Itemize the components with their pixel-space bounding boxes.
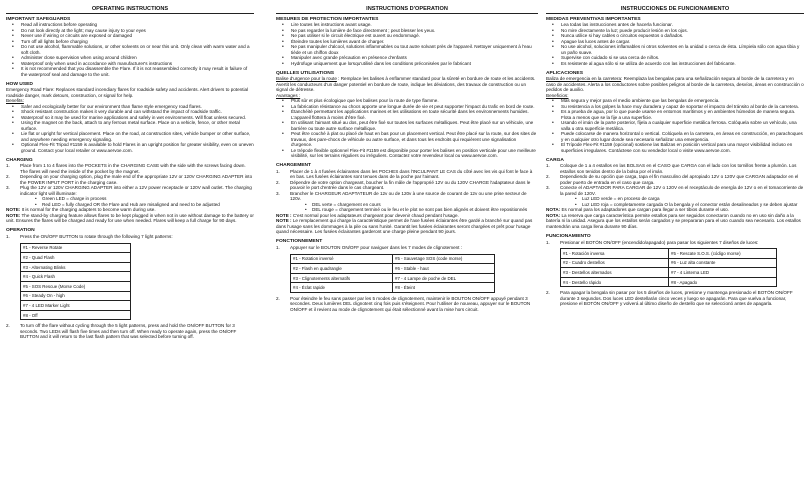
en-operation-heading: OPERATION [6,228,35,234]
table-cell: #5 - SOS Rescue (Morse Code) [21,281,131,291]
list-item: • DEL verte = chargement en cours [290,202,538,208]
list-item: 1. Coloque de 1 a 4 estallos en las BOLSAS en el CASO que CARGA con el lado con los tornillos frente a plumón. Los estallos son tenidos dentro de la bolsa por el imán. [546,163,797,174]
list-item: • Shock resistant construction makes it very durable and can withstand the impact of roadside traffic. [6,109,254,115]
list-item: 2. Dépendre de votre option chargeant, boucher la fin mâle de l'approprié 12V ou du 120V CHARGE l'adaptateur dans le pouvoir le port d'entrée dans le cas chargeant. [276,179,531,191]
list-item: • Apague las luces antes de cargar. [546,39,804,45]
table-cell: #2 - Flash en quadrangle [291,264,393,274]
english-column [6,6,254,486]
table-row [291,283,495,293]
es-charging-note-1: NOTA: Es normal para los adaptadores que cargan para llegar a ser tibios durante el uso. [546,207,730,213]
fr-operation-heading: FONCTIONNEMENT [276,239,323,245]
list-item: 1. Appuyer sur le BOUTON ON/OFF pour naviguer dans les 7 modes de clignotement : [276,245,463,251]
table-cell: #3 - Alternating Blinks [21,262,131,272]
list-item: 1. Place from 1 to 4 flares into the POCKETS in the CHARGING CASE with the side with the screws facing down. The flares will need the inside of the pocket by the magnet. [6,163,246,174]
list-item: • Administer close supervision when using around children [6,55,254,61]
list-item: • Do not look directly at the light; may cause injury to your eyes [6,28,254,34]
table-cell: #6 - Luz alta constante [669,258,777,268]
list-item: 2. Para apagar la bengala sin pasar por los 5 diseños de luces, presione y mantenga presionado el BOTÓN ON/OFF durante 3 segundos. Dos luces LED destellarán cinco veces y luego se apagarán. Para que vuelva a funcionar, presione el BOTÓN ON/OFF y volverá al último diseño de destello que se seleccionó antes de apagarla. [546,290,793,307]
en-safeguards-heading: IMPORTANT SAFEGUARDS [6,16,71,22]
list-item: • Ne pas utiliser si le circuit électrique est ouvert ou endommagé. [276,33,538,39]
english-title: OPERATING INSTRUCTIONS [6,6,254,14]
list-item: • Safer and ecologically better for our environment than flame style emergency road flares. [6,104,254,110]
list-item: • No use alcohol, soluciones inflamables ni otros solventes en la unidad o cerca de ésta. Límpiela sólo con agua tibia y un paño suave. [546,44,804,55]
table-cell: #2 - Cuadro destellos [561,258,669,268]
en-charging-heading: CHARGING [6,157,33,163]
list-item: 1. Placer de 1 à 4 fusées éclairantes dans les POCHES dans l'INCULPANT LE CAS du côté avec les vis qui font le face à en bas. Les fusées éclairantes sont tenues dans de la poche par l'aimant. [276,168,533,180]
en-charging-note-2: NOTE: The stand-by charging feature allows flares to be kept plugged in when not in use without damage to the battery or unit. Ensures the flares will be charged and ready for use when needed. Flares will keep a full charge for 90 days. [6,212,254,224]
fr-benefits-label: Avantages : [276,92,301,98]
list-item: • Supervise con cuidado si se usa cerca de niños. [546,55,804,61]
list-item: • La fabrication résistance au chocs apporte une longue durée de vie et peut supporter l'impact du trafic en bord de route. [276,104,538,110]
list-item: • Le trépode flexible optionnel Flex-Fit #1159 est disponible pour porter les balises en position verticale pour une meilleure visibilité, sur les terrains réguliers ou irréguliers. Contactez votre revendeur local ou www.aervoe.com. [276,148,538,159]
fr-safeguards-heading: MESURES DE PROTECTION IMPORTANTES [276,16,379,22]
list-item: • Ne pas manipuler d'alcool, solutions inflammables ou tout autre solvant près de l'appareil. Nettoyer uniquement à l'eau tiède et un chiffon doux [276,44,538,55]
table-cell: #2 - Quad Flash [21,253,131,263]
table-cell: #1 - Reverse Rotate [21,243,131,253]
spanish-column [546,6,804,486]
list-item: • Do not use alcohol, flammable solutions, or other solvents on or near this unit. Only clean with warm water and a soft cloth. [6,44,254,55]
table-cell: #4 - Éclat rapide [291,283,393,293]
en-operation-steps [6,234,254,240]
table-cell: #8 - Off [21,310,131,320]
list-item: • Never use if wiring or circuits are exposed or damaged [6,33,254,39]
es-benefits-label: Beneficios: [546,92,569,98]
list-item: • Su resistencia a los golpes la hace muy duradera y capaz de soportar el impacto del tránsito al borde de la carretera. [546,104,804,110]
fr-operation-steps [276,245,538,251]
es-patterns-table [560,248,777,287]
list-item: • Lire toutes les instructions avant usage. [276,22,538,28]
en-howto-heading: HOW USED [6,81,33,87]
fr-benefits-list [276,98,538,159]
list-item: • Red LED = fully charged OR the Flare and Hub are misaligned and need to be adjusted [20,202,254,208]
table-cell: #3 - Destellos alternados [561,268,669,278]
list-item: • Manipuler avec grande précaution en présence d'enfants [276,55,538,61]
table-cell: #5 - Sauvetage SOS (code morse) [393,254,495,264]
list-item: 2. Dependiendo de su opción que carga, tapa el fin masculino del apropiado 12V o 120V que CARGAN adaptador en el poder puerto de entrada en el caso que carga. [546,174,799,185]
list-item: 3. Conecte el ADAPTADOR PARA CARGAR de 12V o 120V en el receptáculo de energía de 12V o en el tomacorriente de la pared de 120V. • Luz LED verde = en proceso de carga • Luz LED roja = completamente cargada O la bengala y el conector están desalineados y se deben ajustar [546,185,804,207]
list-item: • Hydrofuge uniquement que lorsqu'utilisé dans les conditions préconisées par le fabricant [276,61,538,67]
list-item: • Turn off all lights before charging [6,39,254,45]
table-cell: #3 - Clignotements alternatifs [291,273,393,283]
list-item: • Waterproof so it may be used for marine applications and safely in wet environments. Will float unless secured. [6,115,254,121]
table-row [561,258,777,268]
fr-patterns-table [290,254,495,293]
table-cell: #7 - 4 Linterna LED [669,268,777,278]
french-column [276,6,538,486]
table-row [21,272,131,282]
list-item: • Luz LED roja = completamente cargada O la bengala y el conector están desalineados y se deben ajustar [560,202,804,208]
list-item: 1. Presionar el BOTÓN ON/OFF (encendido/apagado) para pasar los siguientes 7 diseños de luces: [546,239,759,245]
list-item: • El Trípode Flex-Fit #1159 (opcional) sostiene las Balizas en posición vertical para una mayor visibilidad incluso en superficies irregulares. Contáctese con su vendedor local o visite www.aervoe.com. [546,142,804,153]
list-item: • Nunca utilice si hay cables o circuitos expuestos o dañados. [546,33,804,39]
es-howto-text: Baliza de emergencia en la carretera: Reemplaza las bengalas para una señalización segura al borde de la carretera y en caso de accidentes. Alerta a los conductores sobre posibles peligros al borde de la carretera, desvíos, áreas en construcción o pedidos de auxilio. [546,76,804,93]
list-item: • No mire directamente la luz; puede producir lesión en los ojos. [546,28,804,34]
table-cell: #8 - Éteint [393,283,495,293]
en-charging-steps [6,163,254,207]
spanish-title: INSTRUCCIONES DE FUNCIONAMIENTO [546,6,804,14]
list-item: • Optional Flex-Fit Tripod #1159 is available to hold Flares in an upright position for greater visibility, even on uneven ground. Contact your local retailer or www.aervoe.com. [6,142,254,153]
fr-charging-note-2: NOTE : Le remplacement qui charge la caractéristique permet de l'axe fusées éclairantes être gardé a branché sur quand pas dans l'usage sans les dommages à la pile ou sans l'unité. Garantit les fusées éclairantes seront chargées et prêt pour l'usage quand nécessaire. Les fusées éclairantes garderont une charge pleine pendant 90 jours. [276,218,533,235]
es-operation-steps [546,240,804,246]
list-item: • Es a prueba de agua, por lo que puede usarse en entornos marítimos y en ambientes húmedos de manera segura. Flota a menos que se la fije a una superficie. [546,109,804,120]
en-patterns-table [20,243,131,321]
es-safeguards-heading: MEDIDAS PREVENTIVAS IMPORTANTES [546,16,641,22]
table-row [291,273,495,283]
table-row [21,310,131,320]
table-cell: #1 - Rotation inversé [291,254,393,264]
list-item: • Es resistente al agua sólo si se utiliza de acuerdo con las instrucciones del fabricante. [546,61,804,67]
table-row [21,243,131,253]
table-row [21,253,131,263]
table-cell: #5 - Rescate S.O.S. (código morse) [669,249,777,259]
fr-safeguards-list [276,22,538,66]
table-cell: #7 - 4 LED Marker Light [21,301,131,311]
fr-charging-steps [276,169,538,213]
fr-charging-heading: CHARGEMENT [276,163,312,169]
es-charging-heading: CARGA [546,157,564,163]
list-item: • Ne pas regarder la lumière de face directement ; peut blesser les yeux. [276,28,538,34]
list-item: • Lea todas las instrucciones antes de hacerla funcionar. [546,22,804,28]
list-item: • Usando el imán de la parte posterior, fíjela a cualquier superficie metálica ferrosa. Colóquela sobre un vehículo, una valla u otra superficie metálica. [546,120,804,131]
es-safeguards-list [546,22,804,66]
list-item: • Peut être couché à plat ou placé de haut en bas pour un placement vertical. Peut être placé sur la route, sur des sites de travaux, des pare-chocs de véhicule ou autre surface, et dans tous les endroits qui requièrent une signalisation d'urgence. [276,131,538,148]
fr-charging-note-1: NOTE : C'est normal pour les adaptateurs chargeant pour devenir chaud pendant l'usage. [276,212,459,218]
list-item: • Luz LED verde = en proceso de carga [560,196,804,202]
en-howto-text: Emergency Road Flare: Replaces standard incendiary flares for roadside safety and accidents. Alert drivers to potential roadside danger, mark detours, construction, or signal for help. [6,87,249,98]
list-item: • Using the magnet on the back, attach to any ferrous metal surface. Place on a vehicle, fence, or other metal surface. [6,120,254,131]
es-charging-steps [546,163,804,207]
table-row [561,249,777,259]
table-row [21,291,131,301]
en-benefits-label: Benefits: [6,98,24,104]
fr-howto-text: Balise d'urgence pour la route : Remplace les balises à enflammer standard pour la sûreté en bordure de route et les accidents. Avertit les conducteurs d'un danger potentiel en bordure de route, indique les déviations, des travaux de construction ou un signal de détresse. [276,76,536,93]
table-cell: #4 - Quick Flash [21,272,131,282]
table-row [21,281,131,291]
table-row [21,262,131,272]
table-cell: #6 - Stable - haut [393,264,495,274]
fr-howto-heading: QUELLES UTILISATIONS [276,70,335,76]
table-row [561,268,777,278]
list-item: • Éteindre toutes les lumières avant de charger. [276,39,538,45]
es-charging-note-2: NOTA: La reserva que carga característica permite estallos para ser seguidos conectaron cuando no en uso sin daño a la batería ni la unidad. Asegura que los estallos serán cargados y se prepararan para el uso cuando sea necesario. Los estallos mantendrán una carga llena durante 90 días. [546,212,801,229]
list-item: • Waterproof only when used in accordance with manufacturer's instructions [6,61,254,67]
en-charging-note-1: NOTE: It is normal for the charging adapters to become warm during use. [6,207,156,213]
table-cell: #6 - Steady On - high [21,291,131,301]
list-item: • It is not recommended that you disassemble the Flare. If it is not reassembled correctly it may result in failure of the waterproof seal and damage to the unit. [6,66,254,77]
list-item: 2. To turn off the flare without cycling through the 5 light patterns, press and hold the ON/OFF BUTTON for 3 seconds. Two LEDs will flash five times and then turn off. When ready to operate again, press the ON/OFF BUTTON and it will return to the last flash pattern that was selected before turning off. [6,323,237,340]
table-row [561,277,777,287]
list-item: 1. Press the ON/OFF BUTTON to rotate through the following 7 light patterns: [6,234,173,240]
en-safeguards-list [6,22,254,77]
list-item: • DEL rouge = chargement terminé ou le feu et le plot ne sont pas bien alignés et doivent être repositionnés [290,207,538,213]
list-item: 2. Pour éteindre le feu sans passer par les 5 modes de clignotement, maintenir le BOUTON ON/OFF appuyé pendant 3 secondes. Deux lumières DEL clignotent cinq fois puis s'éteignent. Pour l'utiliser de nouveau, appuyer sur le BOUTON ON/OFF et il revient au mode de clignotement qui était sélectionné avant la mise hors circuit. [276,295,531,312]
list-item: • Plus sûr et plus écologique que les balises pour la route de type flamme. [276,98,538,104]
list-item: • En utilisant l'aimant situé au dos, peut être fixé sur toutes les surfaces métalliques. Peut être placé sur un véhicule, une barrière ou toute autre surface métallique. [276,120,538,131]
en-benefits-list [6,104,254,154]
es-benefits-list [546,98,804,153]
list-item: 3. Brancher le CHARGEUR ADAPTATEUR de 12v ou de 120v à une source de courant de 12v ou une prise secteur de 120v. • DEL verte = chargement en cours • DEL rouge = chargement terminé ou le feu et le plot ne sont pas bien alignés et doivent être repositionnés [276,191,538,213]
list-item: • Étanchéité permettant les applications marines et les utilisations en toute sécurité dans les environnements humides. L'appareil flottera à moins d'être fixé. [276,109,538,120]
list-item: 3. Plug the 12V or 120V CHARGING ADAPTER into either a 12V power receptacle or 120V wall outlet. The charging indicator light will illuminate: • Green LED = charge in process • Red LED = fully charged OR the Flare and Hub are misaligned and need to be adjusted [6,185,254,207]
table-cell: #8 - Apagado [669,277,777,287]
french-title: INSTRUCTIONS D'OPÉRATION [276,6,538,14]
list-item: • Puede colocarse de manera horizontal o vertical. Colóquela en la carretera, en áreas en construcción, en parachoques y en cualquier otro lugar donde sea necesario señalizar una emergencia. [546,131,804,142]
table-cell: #1 - Rotación inversa [561,249,669,259]
list-item: • Read all instructions before operating [6,22,254,28]
list-item: • Green LED = charge in process [20,196,254,202]
table-row [21,301,131,311]
list-item: • Lie flat or upright for vertical placement. Place on the road, at construction sites, vehicle bumper or other surface, and anywhere needing emergency signaling. [6,131,254,142]
es-operation-heading: FUNCIONAMIENTO [546,233,591,239]
list-item: 2. Depending on your charging option, plug the male end of the appropriate 12V or 120V CHARGING ADAPTER into the POWER INPUT PORT in the charging case. [6,174,253,185]
table-cell: #4 - Destello rápido [561,277,669,287]
es-howto-heading: APLICACIONES [546,70,583,76]
table-row [291,264,495,274]
list-item: • Más segura y mejor para el medio ambiente que las bengalas de emergencia. [546,98,804,104]
table-row [291,254,495,264]
table-cell: #7 - 4 Lampe de poche de DEL [393,273,495,283]
